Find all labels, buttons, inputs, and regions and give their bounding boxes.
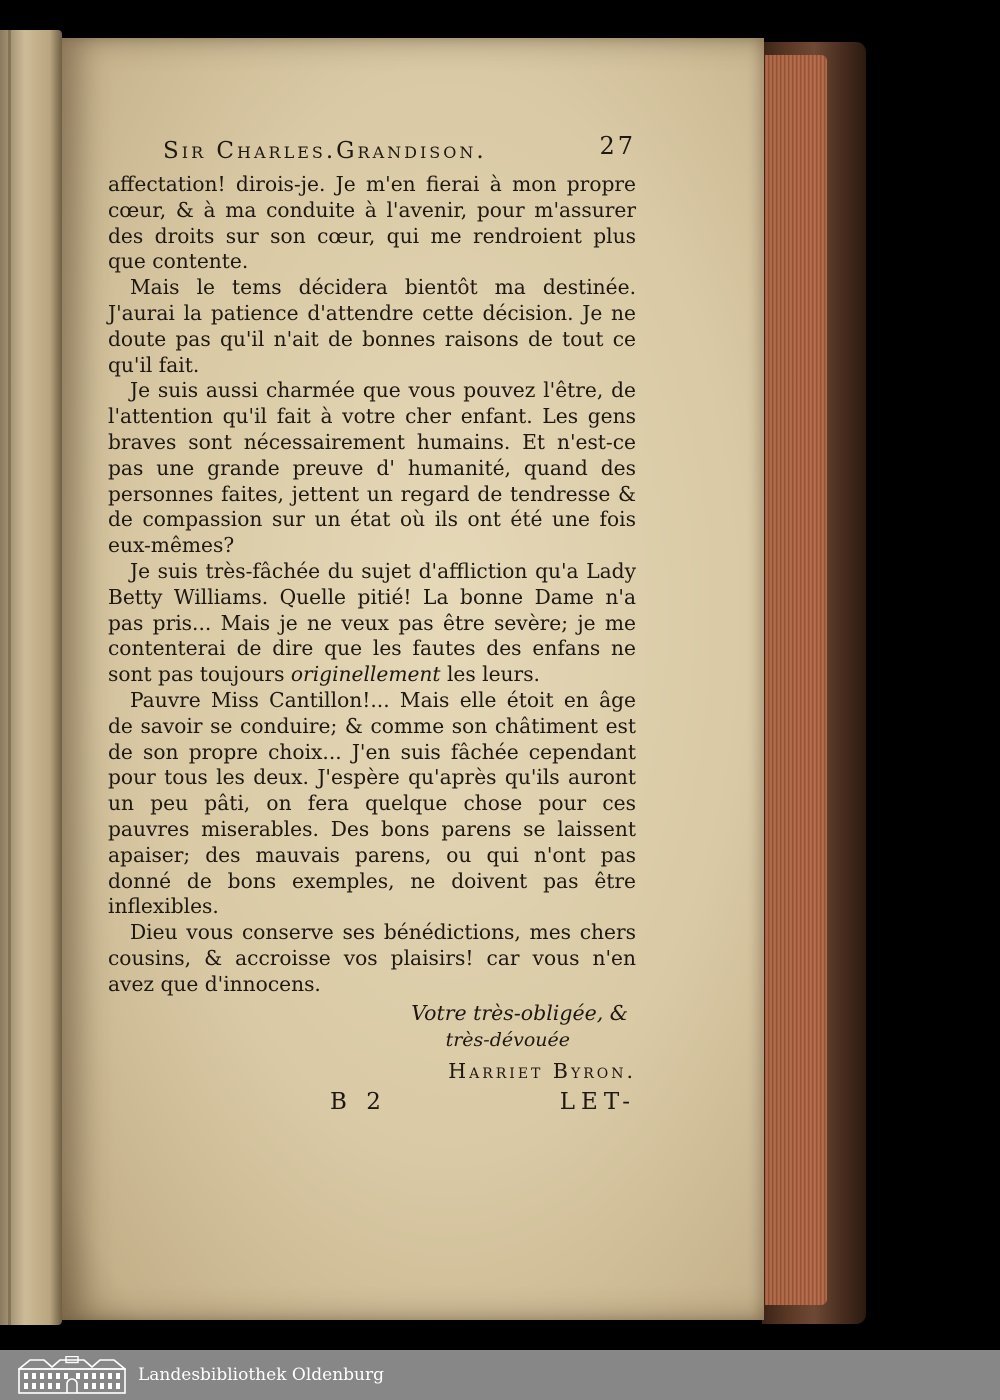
paragraph-3: [108, 378, 636, 559]
paragraph-text: Dieu vous conserve ses bénédictions, mes chers cousins, & accroisse vos plaisirs! car vous n'en avez que d'innocens.: [108, 920, 636, 996]
paragraph-text: Je suis aussi charmée que vous pouvez l'être, de l'attention qu'il fait à votre cher enfant. Les gens braves sont nécessairement humains. Et n'est-ce pas une grande preuve d' humanité, quand des personnes faites, jettent un regard de tendresse & de compassion sur un état où ils ont été une fois eux-mêmes?: [108, 378, 636, 558]
signature-mark: B 2: [330, 1088, 387, 1115]
page-footer-marks: [108, 1087, 636, 1121]
paragraph-text: affectation! dirois-je. Je m'en fierai à mon propre cœur, & à ma conduite à l'avenir, pour m'assurer des droits sur son cœur, qui me rendroient plus que contente.: [108, 172, 636, 274]
italic-word: originellement: [290, 662, 441, 687]
paragraph-6: [108, 920, 636, 997]
paragraph-text-end: les leurs.: [440, 662, 540, 687]
page-text-block: [108, 130, 636, 1121]
closing-line-1: Votre très-obligée, &: [411, 1000, 628, 1025]
running-title: Sir Charles.Grandison.: [163, 138, 487, 164]
paragraph-text: Je suis très-fâchée du sujet d'affliction qu'a Lady Betty Williams. Quelle pitié! La bonne Dame n'a pas pris... Mais je ne veux pas être sevère; je me contenterai de dire que les fautes des enfans ne sont pas toujours: [108, 558, 636, 687]
running-head: [108, 130, 636, 170]
page-number: 27: [599, 132, 636, 160]
paragraph-2: [108, 275, 636, 378]
body-text: [108, 172, 636, 998]
catchword: LET-: [559, 1088, 636, 1115]
page-edges: [765, 55, 827, 1305]
paragraph-5: [108, 688, 636, 920]
library-footer-bar: [0, 1350, 1000, 1400]
library-name[interactable]: Landesbibliothek Oldenburg: [138, 1365, 385, 1385]
paragraph-text: Pauvre Miss Cantillon!... Mais elle étoit en âge de savoir se conduire; & comme son châtiment est de son propre choix... J'en suis fâchée cependant pour tous les deux. J'espère qu'après qu'ils auront un peu pâti, on fera quelque chose pour ces pauvres miserables. Des bons parens se laissent apaiser; des mauvais parens, ou qui n'ont pas donné de bons exemples, ne doivent pas être inflexibles.: [108, 687, 636, 919]
paragraph-text: Mais le tems décidera bientôt ma destinée. J'aurai la patience d'attendre cette décision. Je ne doute pas qu'il n'ait de bonnes raisons de tout ce qu'il fait.: [108, 275, 636, 377]
library-building-icon[interactable]: [18, 1356, 126, 1394]
letter-closing: [108, 1000, 636, 1085]
previous-page-edge: [0, 30, 62, 1325]
closing-line-2: très-dévouée: [445, 1028, 570, 1051]
paragraph-1: [108, 172, 636, 275]
closing-signature: Harriet Byron.: [448, 1058, 636, 1083]
paragraph-4: [108, 559, 636, 688]
